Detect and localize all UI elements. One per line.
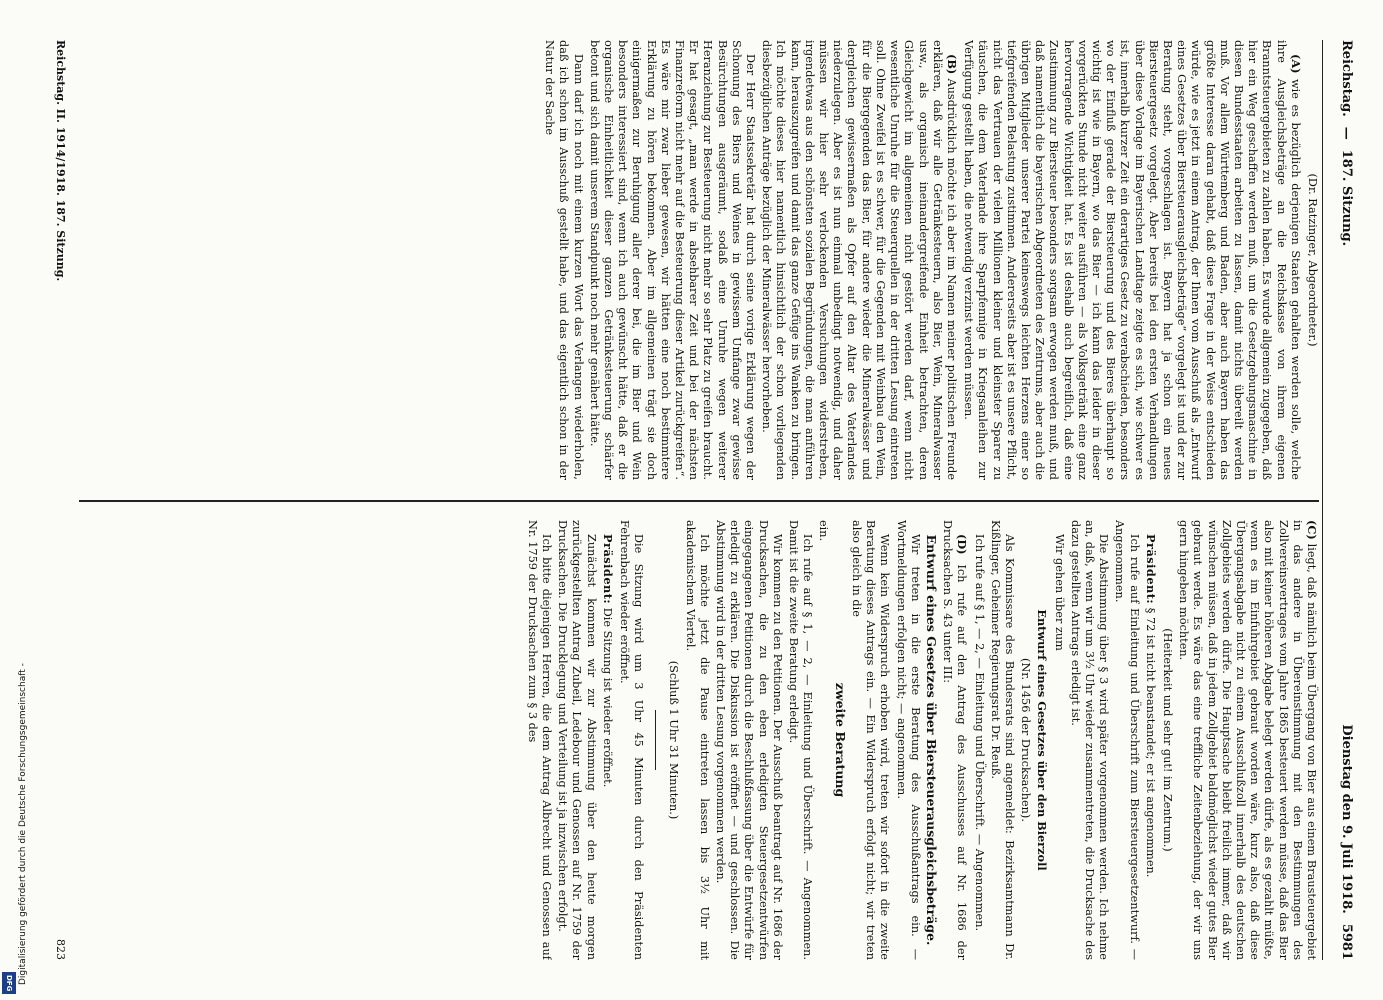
paragraph — [961, 40, 1303, 480]
paragraph — [759, 40, 959, 480]
header-rule — [1322, 40, 1323, 960]
margin-marker-a: (A) — [1288, 54, 1303, 74]
paragraph-text: Ich rufe auf den Antrag des Ausschusses auf Nr. 1686 der Drucksachen S. 43 unter III: — [941, 520, 969, 960]
funding-notice: Digitalisierung gefördert durch die Deutsche Forschungsgemeinschaft - — [18, 663, 28, 985]
paragraph: Wir gehen über zum — [1052, 534, 1066, 651]
section-separator — [655, 710, 656, 770]
paragraph: Die Abstimmung über § 3 wird später vorgenommen werden. Ich nehme an, daß, wenn wir um 3½ Uhr wieder zusammentreten, die Drucksache des dazu gestellten Antrags erledigt ist. — [1068, 520, 1111, 960]
paragraph: Der Herr Staatssekretär hat durch seine vorige Erklärung wegen der Schonung des Biers und Weines in gewissem Umfange zwar gewisse Besürchtungen ausgeräumt, sodaß eine Unruhe wegen weiterer Heranziehung zur Besteuerung nicht mehr so sehr Platz zu greifen braucht. Er hat gesagt, „man werde in absehbarer Zeit und bei der nächsten Finanzreform nicht mehr auf die Besteuerung dieser Artikel zurückgreifen“. Es wäre mir zwar lieber gewesen, wir hätten eine noch bestimmtere Erklärung zu hören bekommen. Aber im allgemeinen trägt sie doch einigermaßen zur Beruhigung aller derer bei, die im Bier und Wein besonders interessiert sind, wenn ich auch gewünscht hätte, daß er die organische Einheitlichkeit dieser ganzen Getränkesteuerung schärfer betont und sich damit unserem Standpunkt noch mehr genähert hätte. — [587, 40, 758, 480]
bill-title-text: Entwurf eines Gesetzes über den Bierzoll — [1035, 609, 1050, 871]
speaker-line: (Dr. Ratzinger, Abgeordneter.) — [1306, 173, 1319, 347]
paragraph: Ich bitte diejenigen Herren, die dem Antrag Albrecht und Genossen auf Nr. 1759 der Drucksachen zum § 3 des — [525, 520, 554, 960]
paragraph: Ich rufe auf § 1, — 2, — Einleitung und Überschrift. — Angenommen. — [972, 534, 986, 932]
header-dash: — — [1339, 126, 1355, 140]
page-header — [1327, 40, 1367, 960]
margin-marker-c: (C) — [1305, 520, 1319, 540]
header-page-number: 5981 — [1339, 923, 1355, 960]
paragraph: Dann darf ich noch mit einem kurzen Wort das Verlangen wiederholen, daß ich schon im Ausschuß gestellt habe, und das eigentlich schon in der Natur der Sache — [543, 40, 585, 480]
right-column — [79, 520, 1319, 960]
dfg-logo: DFG — [2, 972, 16, 994]
paragraph: Ich rufe auf Einleitung und Überschrift zum Biersteuergesetzentwurf. — Angenommen. — [1113, 520, 1141, 960]
paragraph-text: wie es bezüglich derjenigen Staaten gehalten werden solle, welche ihre Ausgleichsbeträge an die Reichskasse von ihrem eigenen Branntsteuergebieten zu zahlen haben. Es wurde allgemein zugegeben, daß hier ein Weg geschaffen werden muß, um die Gesetzgebungsmaschine in diesen Bundesstaaten arbeiten zu lassen, damit nichts übereilt werden muß. Vor allem Württemberg und Baden, aber auch Bayern haben das größte Interesse daran gehabt, daß diese Frage in der Weise entschieden würde, wie es jetzt in einem Antrag, der Ihnen vom Ausschuß als „Entwurf eines Gesetzes über Biersteuerausgleichsbeträge“ vorgelegt ist und der zur Beratung steht, vorgeschlagen ist. Bayern hat ja schon ein neues Biersteuergesetz vorgelegt. Aber bereits bei den ersten Verhandlungen über diese Vorlage im Bayerischen Landtage zeigte es sich, wie schwer es ist, innerhalb kurzer Zeit ein derartiges Gesetz zu verabschieden, besonders wo der Einfluß gerade der Biersteuerung und des Bieres überhaupt so wichtig ist wie in Bayern, wo das Bier — ich kann das leider in dieser vorgerückten Stunde nicht weiter ausführen — als Volksgetränk eine ganz hervorragende Wichtigkeit hat. Es ist deshalb auch begreiflich, daß eine Zustimmung zur Biersteuer besonders sorgsam erwogen werden muß, und daß namentlich die bayerischen Abgeordneten des Zentrums, aber auch die übrigen Mitglieder unserer Partei keineswegs leichten Herzens einer so tiefgreifenden Belastung zustimmen. Andererseits aber ist es unsere Pflicht, nicht das Vertrauen der vielen Millionen kleiner und kleinster Sparer zu täuschen, die dem Vaterlande ihre Sparpfennige in Kriegsanleihen zur Verfügung gestellt haben, die notwendig verzinst werden müssen. — [962, 40, 1302, 480]
header-session: 187. Sitzung. — [1339, 149, 1355, 247]
margin-marker-b: (B) — [944, 54, 959, 75]
paragraph-text: § 72 ist nicht beanstandet; er ist angenommen. — [1143, 607, 1157, 878]
paragraph — [1143, 520, 1158, 960]
paragraph: Als Kommissare des Bundesrats sind angemeldet: Bezirksamtmann Dr. Kißlinger, Geheimer Regierungsrat Dr. Reuß. — [988, 520, 1016, 960]
paragraph-text: Die Sitzung ist wieder eröffnet. — [600, 607, 614, 788]
column-divider — [79, 500, 1319, 502]
session-close-note: (Schluß 1 Uhr 31 Minuten.) — [667, 660, 681, 820]
applause-note: (Heiterkeit und sehr gut! im Zentrum.) — [1160, 628, 1174, 852]
paragraph: ein. — [817, 520, 831, 542]
paragraph: Wir treten in die erste Beratung des Ausschußantrags ein. — Wortmeldungen erfolgen nicht; — angenommen. — [894, 520, 922, 960]
bill-title — [1034, 520, 1049, 960]
paragraph: Wenn kein Widerspruch erhoben wird, treten wir sofort in die zweite Beratung dieses Antrags ein. — Ein Widerspruch erfolgt nicht; wir treten also gleich in die — [849, 520, 892, 960]
header-date: Dienstag den 9. Juli 1918. — [1339, 724, 1355, 914]
paragraph: Die Sitzung wird um 3 Uhr 45 Minuten durch den Präsidenten Fehrenbach wieder eröffnet. — [618, 520, 646, 960]
paragraph — [600, 520, 615, 960]
paragraph: Ich rufe auf § 1, — 2, — Einleitung und Überschrift. — Angenommen. Damit ist die zweite Beratung erledigt. — [787, 520, 815, 960]
speaker-name: Präsident: — [1143, 534, 1158, 605]
section-heading: zweite Beratung — [832, 682, 848, 798]
margin-marker-d: (D) — [955, 534, 970, 555]
paragraph: Ich möchte jetzt die Pause eintreten lassen bis 3½ Uhr mit akademischem Viertel. — [683, 520, 711, 960]
speaker-name: Präsident: — [600, 534, 615, 605]
footer-reference: Reichstag. II. 1914/1918. 187. Sitzung. — [54, 40, 67, 282]
paragraph — [940, 520, 969, 960]
paragraph — [1176, 520, 1319, 960]
paragraph-text: liegt, daß nämlich beim Übergang von Bier aus einem Brausteuergebiet in das andere in Übereinstimmung mit den Bestimmungen des Zollvereinsvertrages vom Jahre 1865 besteuert werden müsse, daß das Bier also mit keiner höheren Abgabe belegt werden dürfe, als es gezahlt müßte, wenn es im Einfuhrgebiet gebraut worden wäre, kurz also, daß diese Übergangsabgabe nicht zu einem Ausschlußzoll innerhalb des deutschen Zollgebiets werden dürfe. Die Hauptsache bleibt freilich immer, daß wir wünschen müssen, daß in jedem Zollgebiet baldmöglichst wieder gutes Bier gebraut werde. Es wäre das eine treffliche Zeitenbeziehung, der wir uns gern hingeben möchten. — [1177, 520, 1318, 960]
paragraph: Wir kommen zu den Petitionen. Der Ausschuß beantragt auf Nr. 1686 der Drucksachen, die zu den eben erledigten Steuergesetzentwürfen eingegangenen Petitionen durch die Beschlußfassung über die Entwürfe für erledigt zu erklären. Die Diskussion ist eröffnet — und geschlossen. Die Abstimmung wird in der dritten Lesung vorgenommen werden. — [714, 520, 784, 960]
paragraph-text: Ausdrücklich möchte ich aber im Namen meiner politischen Freunde erklären, daß wir alle Getränkesteuern, also Bier, Wein, Mineralwasser usw., als organisch ineinandergreifende Einheit betrachten, deren Gleichgewicht im allgemeinen nicht gestört werden darf, wenn nicht wesentliche Unruhe für die Steuerquellen in der dritten Lesung eintreten soll. Ohne Zweifel ist es schwer, für die Gegenden mit Weinbau den Wein, für die Biergegenden das Bier, für andere wieder die Mineralwässer und dergleichen gewissermaßen als Opfer auf den Altar des Vaterlandes niederzulegen. Aber es ist nun einmal unbedingt notwendig, und daher müssen wir hier sehr verlockenden Versuchungen widerstreben, irgendetwas aus den schönsten sozialen Begründungen, die man anführen kann, herauszugreifen und damit das ganze Gefüge ins Wanken zu bringen. Ich möchte dieses hier namentlich hinsichtlich der schon vorliegenden diesbezüglichen Anträge bezüglich der Mineralwässer hervorheben. — [760, 40, 958, 480]
header-title: Reichstag. — [1339, 40, 1355, 117]
bottom-page-number: 823 — [54, 939, 67, 960]
section-heading: Entwurf eines Gesetzes über Biersteuerausgleichsbeträge. — [923, 534, 939, 946]
left-column — [79, 40, 1319, 480]
bill-reference: (Nr. 1456 der Drucksachen). — [1019, 658, 1033, 822]
paragraph: Zunächst kommen wir zur Abstimmung über den heute morgen zurückgestellten Antrag Zubeil, Ledebour und Genossen auf Nr. 1759 der Drucksachen. Die Drucklegung und Verteilung ist ja inzwischen erfolgt. — [556, 520, 598, 960]
